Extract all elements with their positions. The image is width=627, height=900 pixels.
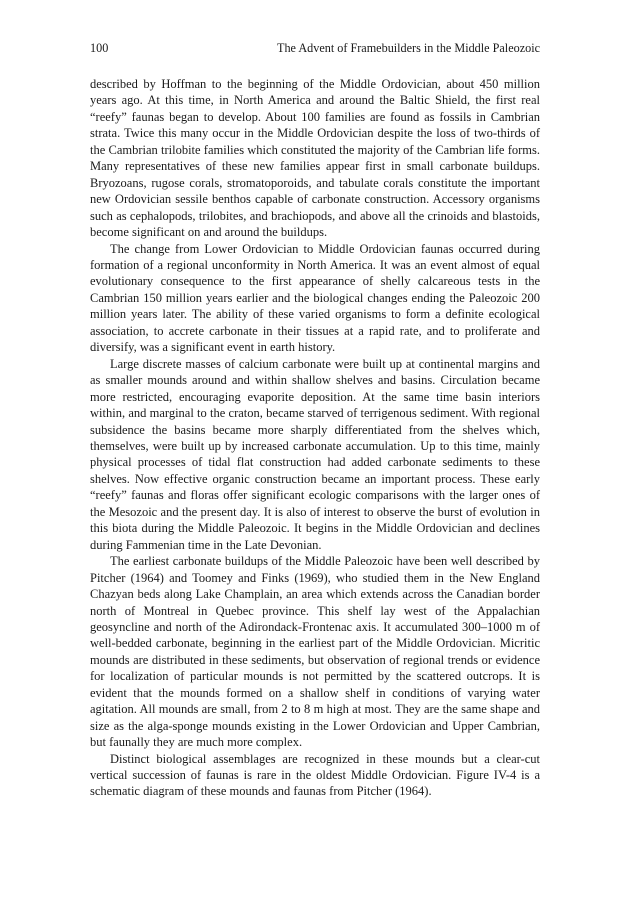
body-text — [90, 76, 540, 800]
chapter-title: The Advent of Framebuilders in the Middle Paleozoic — [277, 41, 540, 55]
page-number: 100 — [90, 41, 109, 55]
paragraph: Large discrete masses of calcium carbonate were built up at continental margins and as smaller mounds around and within shallow shelves and basins. Circulation became more restricted, encouraging evaporite deposition. At the same time basin interiors within, and marginal to the craton, became starved of terrigenous sediment. With regional subsidence the basins became more sharply differentiated from the shelves which, themselves, were built up by increased carbonate accumulation. Up to this time, mainly physical processes of tidal flat construction had added carbonate sediments to these shelves. Now effective organic construction became an important process. These early “reefy” faunas and floras offer significant ecologic comparisons with the larger ones of the Mesozoic and the present day. It is also of interest to observe the burst of evolution in this biota during the Middle Paleozoic. It begins in the Middle Ordovician and declines during Fammenian time in the Late Devonian. — [90, 356, 540, 552]
paragraph: The change from Lower Ordovician to Middle Ordovician faunas occurred during formation of a regional unconformity in North America. It was an event almost of equal evolutionary consequence to the first appearance of shelly calcareous tests in the Cambrian 150 million years earlier and the biological changes ending the Paleozoic 200 million years later. The ability of these varied organisms to form a definite ecological association, to accrete carbonate in their tissues at a rapid rate, and to proliferate and diversify, was a significant event in earth history. — [90, 241, 540, 355]
running-head — [90, 40, 540, 56]
book-page — [90, 40, 540, 800]
paragraph: Distinct biological assemblages are recognized in these mounds but a clear-cut vertical succession of faunas is rare in the oldest Middle Ordovician. Figure IV-4 is a schematic diagram of these mounds and faunas from Pitcher (1964). — [90, 751, 540, 799]
paragraph: The earliest carbonate buildups of the Middle Paleozoic have been well described by Pitcher (1964) and Toomey and Finks (1969), who studied them in the New England Chazyan beds along Lake Champlain, an area which extends across the Canadian border north of Montreal in Quebec province. This shelf lay west of the Appalachian geosyncline and north of the Adirondack-Frontenac axis. It accumulated 300–1000 m of well-bedded carbonate, beginning in the earliest part of the Middle Ordovician. Micritic mounds are distributed in these sediments, but observation of regional trends or evidence for localization of particular mounds is not permitted by the scattered outcrops. It is evident that the mounds formed on a shallow shelf in conditions of varying water agitation. All mounds are small, from 2 to 8 m high at most. They are the same shape and size as the alga-sponge mounds existing in the Lower Ordovician and Upper Cambrian, but faunally they are much more complex. — [90, 554, 540, 750]
paragraph-continuation: described by Hoffman to the beginning of the Middle Ordovician, about 450 million years ago. At this time, in North America and around the Baltic Shield, the first real “reefy” faunas began to develop. About 100 families are found as fossils in Cambrian strata. Twice this many occur in the Middle Ordovician despite the loss of two-thirds of the Cambrian trilobite families which constituted the majority of the Cambrian life forms. Many representatives of these new families appear first in small carbonate buildups. Bryozoans, rugose corals, stromatoporoids, and tabulate corals constitute the important new Ordovician sessile benthos capable of carbonate construction. Accessory organisms such as cephalopods, trilobites, and brachiopods, and above all the crinoids and blastoids, become significant on and around the buildups. — [90, 77, 540, 240]
